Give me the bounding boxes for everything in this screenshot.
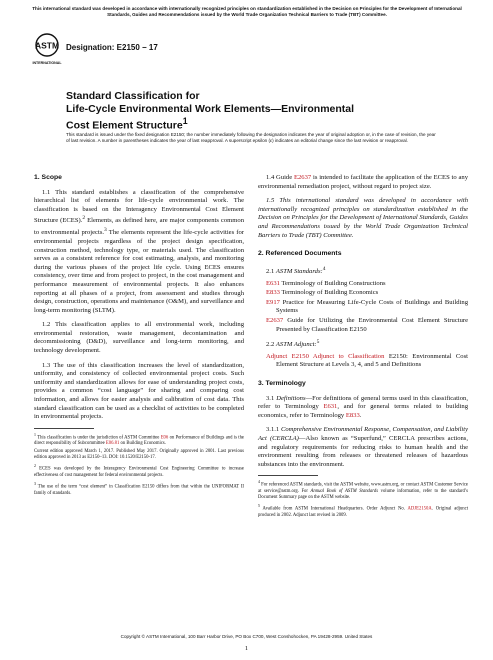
footnote-divider [34, 428, 94, 429]
footnote-5: $^5$ Available from ASTM International Headquarters. Order Adjunct No. ADJE2150A. Original adjunct produced in 2002. Adjunct last revised in 2009. [258, 503, 469, 518]
scope-1-5: 1.5 This international standard was developed in accordance with internationally recognized principles on standardization established in the Decision on Principles for the Development of International Standards, Guides and Recommendations issued by the World Trade Organization Technical Barriers to Trade (TBT) Committee. [258, 197, 468, 239]
title-footnote-mark: 1 [182, 116, 188, 126]
astm-logo-icon [34, 33, 60, 69]
title-line-3: Cost Element Structure [66, 119, 183, 132]
astm-adjunct-label: 2.2 ASTM Adjunct:$^5$ [266, 339, 320, 349]
page-number: 1 [244, 645, 249, 652]
issued-note: This standard is issued under the fixed designation E2150; the number immediately following the designation indicates the year of original adoption or, in the case of revision, the year of last revision. A number in parentheses indicates the year of last reapproval. A superscript epsilon (ε) indicates an editorial change since the last revision or reapproval. [66, 132, 436, 143]
ref-item: E833 Terminology of Building Economics [266, 289, 379, 297]
link-e833-term[interactable]: E833 [345, 411, 360, 419]
footnote-2: $^2$ ECES was developed by the Interagency Environmental Cost Engineering Committee to increase effectiveness of cost management for federal environmental projects. [34, 464, 244, 478]
link-e06[interactable]: E06 [160, 435, 169, 441]
link-adjunct-e2150[interactable]: Adjunct E2150 Adjunct to Classification [266, 352, 385, 360]
footnote-edition: Current edition approved March 1, 2017. Published May 2017. Originally approved in 2001. Last previous edition approved in 2013 as E2150–13. DOI: 10.1520/E2150-17. [34, 449, 244, 461]
svg-text:ASTM: ASTM [34, 40, 60, 51]
terminology-heading: 3. Terminology [258, 380, 306, 388]
title-line-2: Life-Cycle Environmental Work Elements—Environmental [66, 102, 355, 115]
top-notice: This international standard was developed in accordance with internationally recognized principles on standardization established in the Decision on Principles for the Development of International Standards, Guides and Recommendations issued by the World Trade Organization Technical Barriers to Trade (TBT) Committee. [32, 6, 462, 17]
title-line-1: Standard Classification for [66, 90, 200, 102]
footnote-divider [258, 475, 318, 476]
ref-item: E917 Practice for Measuring Life-Cycle Costs of Buildings and Building Systems [266, 298, 468, 315]
footnote-1: $^1$ This classification is under the jurisdiction of ASTM Committee E06 on Performance of Buildings and is the direct responsibility of Subcommittee E06.81 on Building Economics. [34, 432, 244, 447]
ref-item: E631 Terminology of Building Constructions [266, 279, 386, 287]
footnote-4: $^4$ For referenced ASTM standards, visit the ASTM website, www.astm.org, or contact ASTM Customer Service at service@astm.org. For Annual Book of ASTM Standards volume information, refer to the standard’s Document Summary page on the ASTM website. [258, 480, 468, 500]
link-e631-term[interactable]: E631 [323, 403, 338, 411]
footnote-3: $^3$ The use of the term “cost element” in Classification E2150 differs from that within the UNIFORMAT II family of standards. [34, 481, 244, 496]
link-e06-81[interactable]: E06.81 [105, 441, 120, 447]
scope-1-3: 1.3 The use of this classification increases the level of standardization, uniformity, and consistency of collected environmental project costs. Such uniformity and standardization allows for ease of understanding project costs, provides a common “cost language” for sharing and comparing cost information, and allows for easier analysis and calibration of cost data. This standard classification can be used as a checklist of activities to be completed in environmental projects. [34, 361, 244, 421]
link-e2637-guide[interactable]: E2637 [266, 316, 284, 324]
ref-item: E2637 Guide for Utilizing the Environmental Cost Element Structure Presented by Classification E2150 [266, 316, 468, 333]
logo-text: INTERNATIONAL [32, 61, 62, 65]
scope-1-2: 1.2 This classification applies to all environmental work, including environmental restoration, waste management, decontamination and decommissioning (D&D), surveillance and long-term monitoring, and technology development. [34, 321, 244, 355]
link-e631[interactable]: E631 [266, 279, 280, 287]
copyright-footer: Copyright © ASTM International, 100 Barr Harbor Drive, PO Box C700, West Conshohocken, PA 19428-2959. United States [120, 634, 373, 639]
terminology-3-1-1: 3.1.1 Comprehensive Environmental Response, Compensation, and Liability Act (CERCLA)—Also known as “Superfund,” CERCLA prescribes actions, and regulatory requirements for reducing risks to human health and the environment resulting from releases or threatened releases of hazardous substances into the environment. [258, 426, 469, 468]
right-column [258, 174, 468, 521]
adjunct-item: Adjunct E2150 Adjunct to Classification E2150: Environmental Cost Element Structure at Levels 3, 4, and 5 and Definitions [266, 352, 468, 369]
link-e2637[interactable]: E2637 [293, 174, 312, 181]
terminology-3-1: 3.1 Definitions—For definitions of general terms used in this classification, refer to Terminology E631, and for general terms related to building economics, refer to Terminology E833. [258, 394, 468, 419]
scope-heading: 1. Scope [34, 174, 62, 181]
astm-standards-label: 2.1 ASTM Standards:$^4$ [266, 265, 326, 275]
scope-1-4: 1.4 Guide E2637 is intended to facilitate the application of the ECES to any environmental remediation project, without regard to project size. [258, 174, 468, 190]
scope-1-1: 1.1 This standard establishes a classification of the comprehensive hierarchical list of elements for life-cycle environmental work. The classification is based on the Interagency Environmental Cost Element Structure (ECES).$^2$ Elements, as defined here, are major components common to environmental projects.$^3$ The elements represent the life-cycle activities for environmental projects regardless of the project design specification, construction method, technology type, or materials used. The classification serves as a consistent reference for cost estimating, analysis, and monitoring during the various phases of the project life cycle. Using ECES ensures consistency, over time and from project to project, in the cost management and performance measurement of environmental projects. It also enhances reporting at all phases of a project, from assessment and studies through design, construction, operations and maintenance (O&M), and surveillance and long-term monitoring (SLTM). [34, 188, 244, 314]
left-column [34, 174, 244, 499]
designation: Designation: E2150 − 17 [66, 43, 158, 52]
link-e833[interactable]: E833 [266, 289, 280, 297]
link-e917[interactable]: E917 [266, 298, 280, 306]
link-adje2150a[interactable]: ADJE2150A [407, 506, 432, 512]
standard-title [66, 90, 446, 132]
referenced-heading: 2. Referenced Documents [258, 250, 342, 258]
